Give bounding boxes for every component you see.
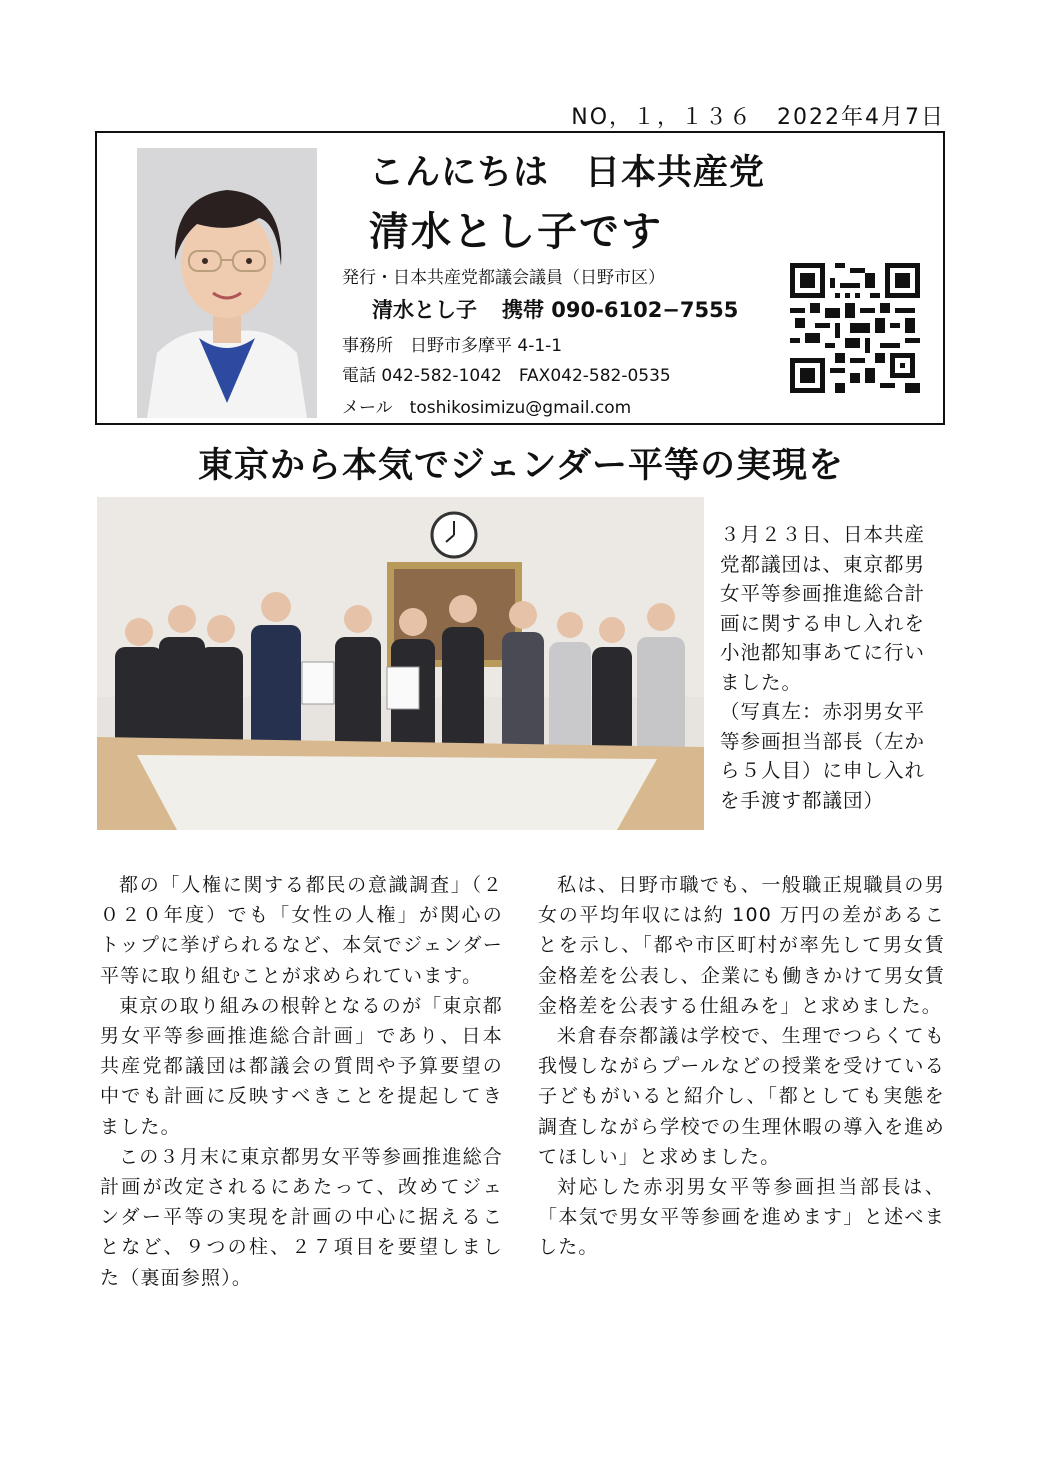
group-photo <box>97 497 704 830</box>
phone-fax: 電話 042-582-1042 FAX042-582-0535 <box>342 366 671 386</box>
photo-caption <box>720 520 945 815</box>
qr-code-icon <box>790 263 920 393</box>
masthead <box>95 131 945 425</box>
article-paragraph: 対応した赤羽男女平等参画担当部長は、「本気で男女平等参画を進めます」と述べました。 <box>538 1176 945 1259</box>
publisher-line: 発行・日本共産党都議会議員（日野市区） <box>342 268 665 288</box>
article-right-column <box>538 870 945 1263</box>
email-address: メール toshikosimizu@gmail.com <box>342 398 632 418</box>
article-left-column <box>100 870 503 1293</box>
issue-number-date: NO，１，１３６ 2022年4月7日 <box>571 105 945 130</box>
greeting-title: こんにちは 日本共産党 <box>369 153 766 193</box>
caption-note: （写真左：赤羽男女平等参画担当部長（左から５人目）に申し入れを手渡す都議団） <box>720 700 926 812</box>
article-paragraph: 都の「人権に関する都民の意識調査」（２０２０年度）でも「女性の人権」が関心のトップに挙げられるなど、本気でジェンダー平等に取り組むことが求められています。 <box>100 874 503 987</box>
caption-text: ３月２３日、日本共産党都議団は、東京都男女平等参画推進総合計画に関する申し入れを小池都知事あてに行いました。 <box>720 523 926 694</box>
mobile-number: 携帯 090-6102−7555 <box>502 298 739 322</box>
portrait-photo <box>137 148 317 418</box>
article-paragraph: 米倉春奈都議は学校で、生理でつらくても我慢しながらプールなどの授業を受けている子どもがいると紹介し、「都としても実態を調査しながら学校での生理休暇の導入を進めてほしい」と求めました。 <box>538 1025 945 1168</box>
article-paragraph: 東京の取り組みの根幹となるのが「東京都男女平等参画推進総合計画」であり、日本共産党都議団は都議会の質問や予算要望の中でも計画に反映すべきことを提起してきました。 <box>100 994 503 1138</box>
headline: 東京から本気でジェンダー平等の実現を <box>198 446 844 486</box>
office-address: 事務所 日野市多摩平 4-1-1 <box>342 336 563 356</box>
member-name: 清水とし子 <box>372 298 477 322</box>
name-title: 清水とし子です <box>369 209 663 255</box>
article-paragraph: 私は、日野市職でも、一般職正規職員の男女の平均年収には約 100 万円の差があることを示し、「都や市区町村が率先して男女賃金格差を公表し、企業にも働きかけて男女賃金格差を公表する仕組みを」と求めました。 <box>538 874 945 1017</box>
article-paragraph: この３月末に東京都男女平等参画推進総合計画が改定されるにあたって、改めてジェンダー平等の実現を計画の中心に据えることなど、９つの柱、２７項目を要望しました（裏面参照）。 <box>100 1145 503 1289</box>
